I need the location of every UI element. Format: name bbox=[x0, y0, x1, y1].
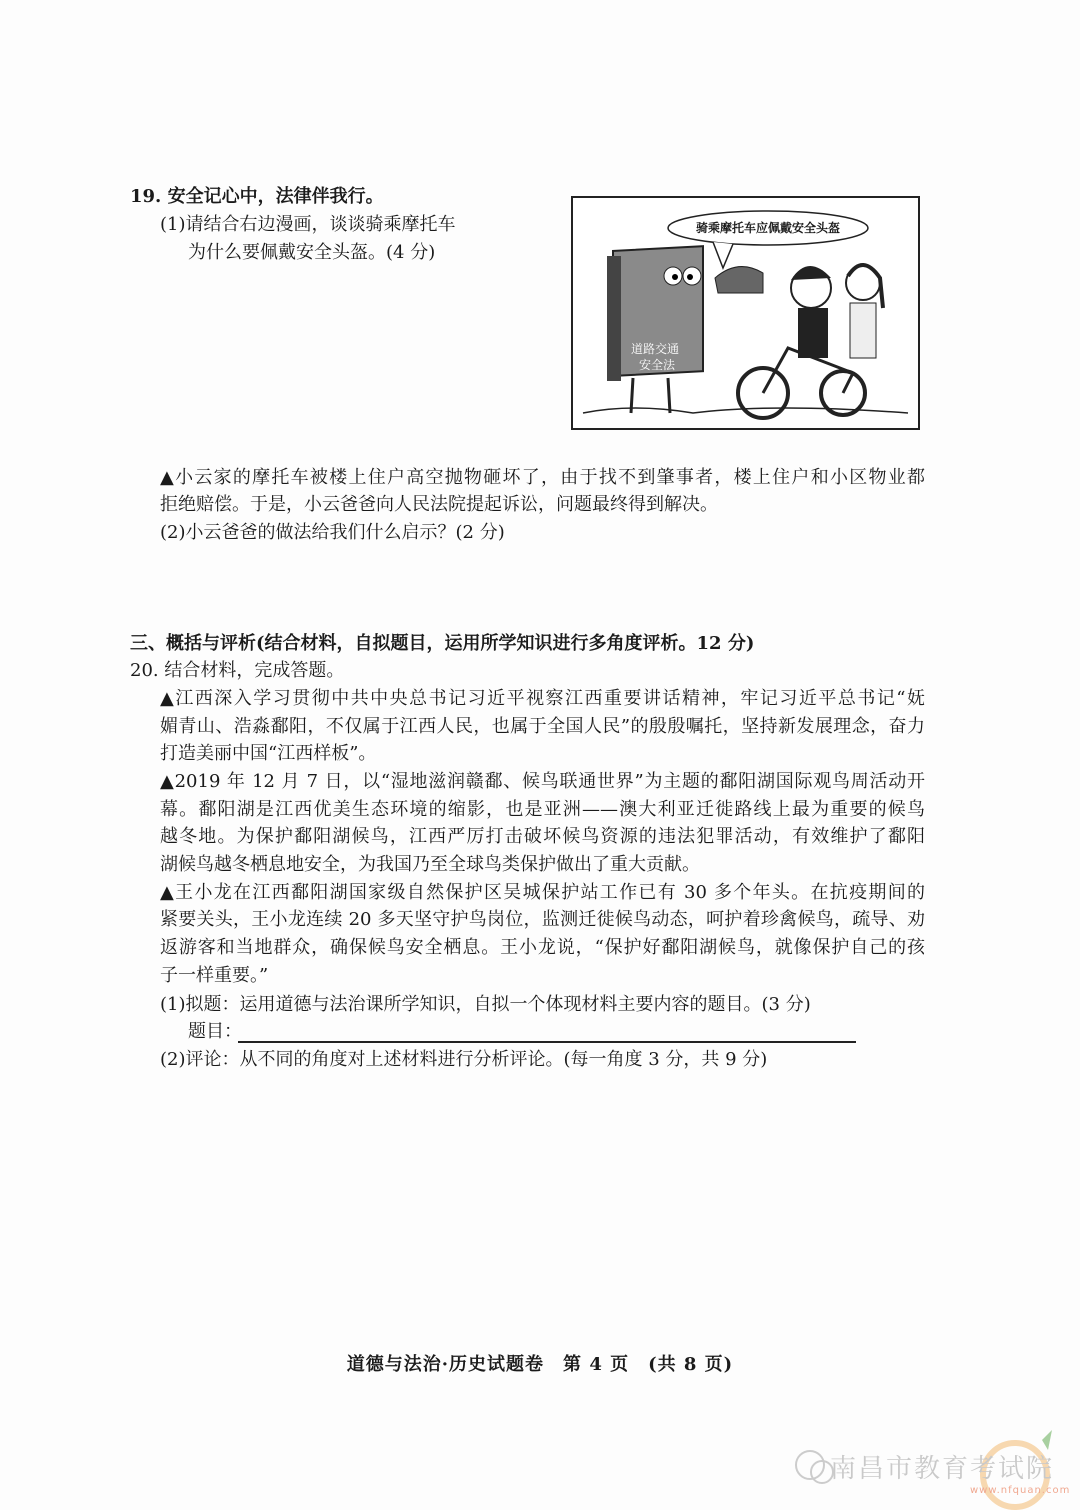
speech-bubble-text: 骑乘摩托车应佩戴安全头盔 bbox=[695, 221, 840, 235]
q20-material-line: ▲江西深入学习贯彻中共中央总书记习近平视察江西重要讲话精神，牢记习近平总书记“妩 bbox=[160, 688, 925, 709]
q19-title: 19. 安全记心中，法律伴我行。 bbox=[130, 186, 384, 207]
q20-material-line: ▲王小龙在江西鄱阳湖国家级自然保护区吴城保护站工作已有 30 多个年头。在抗疫期间的 bbox=[160, 882, 925, 903]
q20-material-line: 紧要关头，王小龙连续 20 多天坚守护鸟岗位，监测迁徙候鸟动态，呵护着珍禽候鸟，疏导、劝 bbox=[160, 909, 925, 930]
page-footer: 道德与法治·历史试题卷 第 4 页 (共 8 页) bbox=[346, 1354, 734, 1375]
q20-sub1: (1)拟题：运用道德与法治课所学知识，自拟一个体现材料主要内容的题目。(3 分) bbox=[160, 994, 811, 1015]
q20-material-line: 湖候鸟越冬栖息地安全，为我国乃至全球鸟类保护做出了重大贡献。 bbox=[160, 854, 700, 875]
watermark-url: www.nfquan.com bbox=[970, 1485, 1071, 1496]
watermark-text: 南昌市教育考试院 bbox=[830, 1454, 1055, 1484]
q19-sub1-line1: (1)请结合右边漫画，谈谈骑乘摩托车 bbox=[160, 214, 456, 235]
q20-sub2: (2)评论：从不同的角度对上述材料进行分析评论。(每一角度 3 分，共 9 分) bbox=[160, 1049, 768, 1070]
watermark bbox=[780, 1430, 1080, 1510]
q19-sub2: (2)小云爸爸的做法给我们什么启示？(2 分) bbox=[160, 522, 505, 543]
q20-material-line: 返游客和当地群众，确保候鸟安全栖息。王小龙说，“保护好鄱阳湖候鸟，就像保护自己的孩 bbox=[160, 937, 925, 958]
q20-title: 20. 结合材料，完成答题。 bbox=[130, 660, 345, 681]
q20-material-line: 打造美丽中国“江西样板”。 bbox=[160, 743, 377, 764]
q19-sub1-line2: 为什么要佩戴安全头盔。(4 分) bbox=[188, 242, 436, 263]
cartoon-illustration bbox=[571, 196, 920, 430]
book-label-line2: 安全法 bbox=[639, 358, 676, 372]
topic-answer-line[interactable] bbox=[238, 1041, 856, 1043]
book-label-line1: 道路交通 bbox=[631, 342, 680, 356]
topic-label: 题目： bbox=[188, 1021, 242, 1042]
q20-material-line: 子一样重要。” bbox=[160, 965, 269, 986]
q19-material-line: 拒绝赔偿。于是，小云爸爸向人民法院提起诉讼，问题最终得到解决。 bbox=[160, 494, 718, 515]
q20-material-line: 幕。鄱阳湖是江西优美生态环境的缩影，也是亚洲——澳大利亚迁徙路线上最为重要的候鸟 bbox=[160, 799, 925, 820]
q20-material-line: 越冬地。为保护鄱阳湖候鸟，江西严厉打击破坏候鸟资源的违法犯罪活动，有效维护了鄱阳 bbox=[160, 826, 925, 847]
section3-heading: 三、概括与评析(结合材料，自拟题目，运用所学知识进行多角度评析。12 分) bbox=[130, 633, 755, 654]
q19-material-line: ▲小云家的摩托车被楼上住户高空抛物砸坏了，由于找不到肇事者，楼上住户和小区物业都 bbox=[160, 467, 925, 488]
q20-material-line: ▲2019 年 12 月 7 日，以“湿地滋润赣鄱、候鸟联通世界”为主题的鄱阳湖国际观鸟周活动开 bbox=[160, 771, 925, 792]
q20-material-line: 媚青山、浩淼鄱阳，不仅属于江西人民，也属于全国人民”的殷殷嘱托，坚持新发展理念，奋力 bbox=[160, 716, 925, 737]
